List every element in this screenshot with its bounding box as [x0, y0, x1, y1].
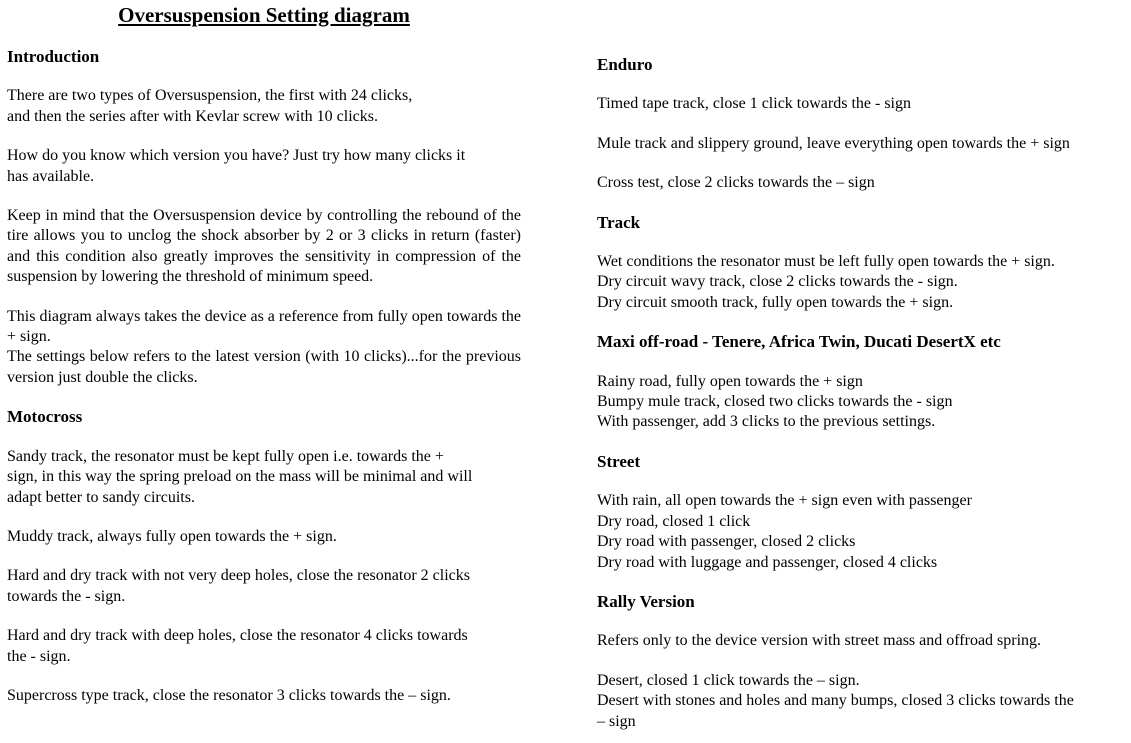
- text-line: Dry circuit wavy track, close 2 clicks towards the - sign.: [597, 273, 958, 291]
- page-title: Oversuspension Setting diagram: [118, 3, 410, 27]
- section-heading-motocross: [7, 407, 521, 427]
- text-line: Bumpy mule track, closed two clicks towards the - sign: [597, 393, 953, 411]
- text-line: Hard and dry track with not very deep holes, close the resonator 2 clicks: [7, 567, 470, 585]
- text-line: There are two types of Oversuspension, the first with 24 clicks,: [7, 87, 413, 105]
- text-line: Track: [597, 212, 641, 232]
- text-line: The settings below refers to the latest version (with 10 clicks)...for the previous version just double the clicks.: [7, 348, 521, 386]
- paragraph: [597, 372, 1121, 433]
- text-line: Desert, closed 1 click towards the – sign.: [597, 671, 860, 689]
- text-line: adapt better to sandy circuits.: [7, 488, 195, 506]
- paragraph: [597, 252, 1121, 313]
- text-line: Dry road with passenger, closed 2 clicks: [597, 533, 856, 551]
- text-line: How do you know which version you have? Just try how many clicks it: [7, 147, 466, 165]
- section-heading-enduro: [597, 55, 1121, 75]
- text-line: – sign: [597, 712, 636, 730]
- text-line: towards the - sign.: [7, 587, 126, 605]
- text-line: Rally Version: [597, 591, 695, 611]
- paragraph: [7, 626, 521, 667]
- right-column-blocks: [597, 55, 1121, 732]
- text-line: With passenger, add 3 clicks to the previous settings.: [597, 413, 936, 431]
- text-line: Muddy track, always fully open towards the + sign.: [7, 527, 337, 545]
- text-line: the - sign.: [7, 647, 71, 665]
- text-line: Dry road with luggage and passenger, closed 4 clicks: [597, 553, 938, 571]
- paragraph: [597, 134, 1121, 154]
- text-line: Maxi off-road - Tenere, Africa Twin, Ducati DesertX etc: [597, 332, 1001, 352]
- text-line: Motocross: [7, 407, 83, 427]
- paragraph: [597, 94, 1121, 114]
- text-line: Mule track and slippery ground, leave everything open towards the + sign: [597, 134, 1070, 152]
- text-line: has available.: [7, 167, 95, 185]
- text-line: Sandy track, the resonator must be kept fully open i.e. towards the +: [7, 447, 444, 465]
- text-line: Cross test, close 2 clicks towards the – sign: [597, 174, 875, 192]
- text-line: Dry circuit smooth track, fully open towards the + sign.: [597, 293, 954, 311]
- text-line: Desert with stones and holes and many bumps, closed 3 clicks towards the: [597, 692, 1074, 710]
- paragraph: [597, 491, 1121, 573]
- text-line: and then the series after with Kevlar screw with 10 clicks.: [7, 107, 378, 125]
- paragraph: [7, 307, 521, 348]
- text-line: Supercross type track, close the resonator 3 clicks towards the – sign.: [7, 686, 451, 704]
- text-line: Hard and dry track with deep holes, close the resonator 4 clicks towards: [7, 627, 468, 645]
- text-line: Enduro: [597, 55, 653, 74]
- section-heading-introduction: [7, 47, 521, 67]
- text-line: Refers only to the device version with street mass and offroad spring.: [597, 632, 1042, 650]
- paragraph: [7, 527, 521, 547]
- paragraph: [7, 566, 521, 607]
- paragraph: [7, 146, 521, 187]
- paragraph: [7, 447, 521, 508]
- left-column: [7, 0, 521, 706]
- section-heading-rally-version: [597, 592, 1121, 612]
- section-heading-maxi-off-road: [597, 332, 1121, 352]
- right-column: [597, 0, 1121, 732]
- paragraph: [597, 671, 1121, 732]
- left-column-blocks: [7, 47, 521, 706]
- paragraph: [597, 631, 1121, 651]
- paragraph: [7, 206, 521, 288]
- text-line: Dry road, closed 1 click: [597, 512, 751, 530]
- text-line: Rainy road, fully open towards the + sign: [597, 372, 863, 390]
- text-line: This diagram always takes the device as a reference from fully open towards the + sign.: [7, 307, 522, 346]
- paragraph: [7, 686, 521, 706]
- paragraph: [7, 347, 521, 388]
- text-line: Introduction: [7, 47, 100, 66]
- paragraph: [597, 173, 1121, 193]
- section-heading-track: [597, 213, 1121, 233]
- text-line: Timed tape track, close 1 click towards the - sign: [597, 95, 911, 113]
- text-line: Street: [597, 451, 641, 471]
- paragraph: [7, 86, 521, 127]
- text-line: sign, in this way the spring preload on the mass will be minimal and will: [7, 468, 473, 486]
- section-heading-street: [597, 452, 1121, 472]
- text-line: With rain, all open towards the + sign even with passenger: [597, 492, 972, 510]
- text-line: Wet conditions the resonator must be left fully open towards the + sign.: [597, 253, 1055, 271]
- text-line: Keep in mind that the Oversuspension device by controlling the rebound of the tire allows you to unclog the shock absorber by 2 or 3 clicks in return (faster) and this condition also greatly improves the sensitivity in compression of the suspension by lowering the threshold of minimum speed.: [7, 207, 521, 286]
